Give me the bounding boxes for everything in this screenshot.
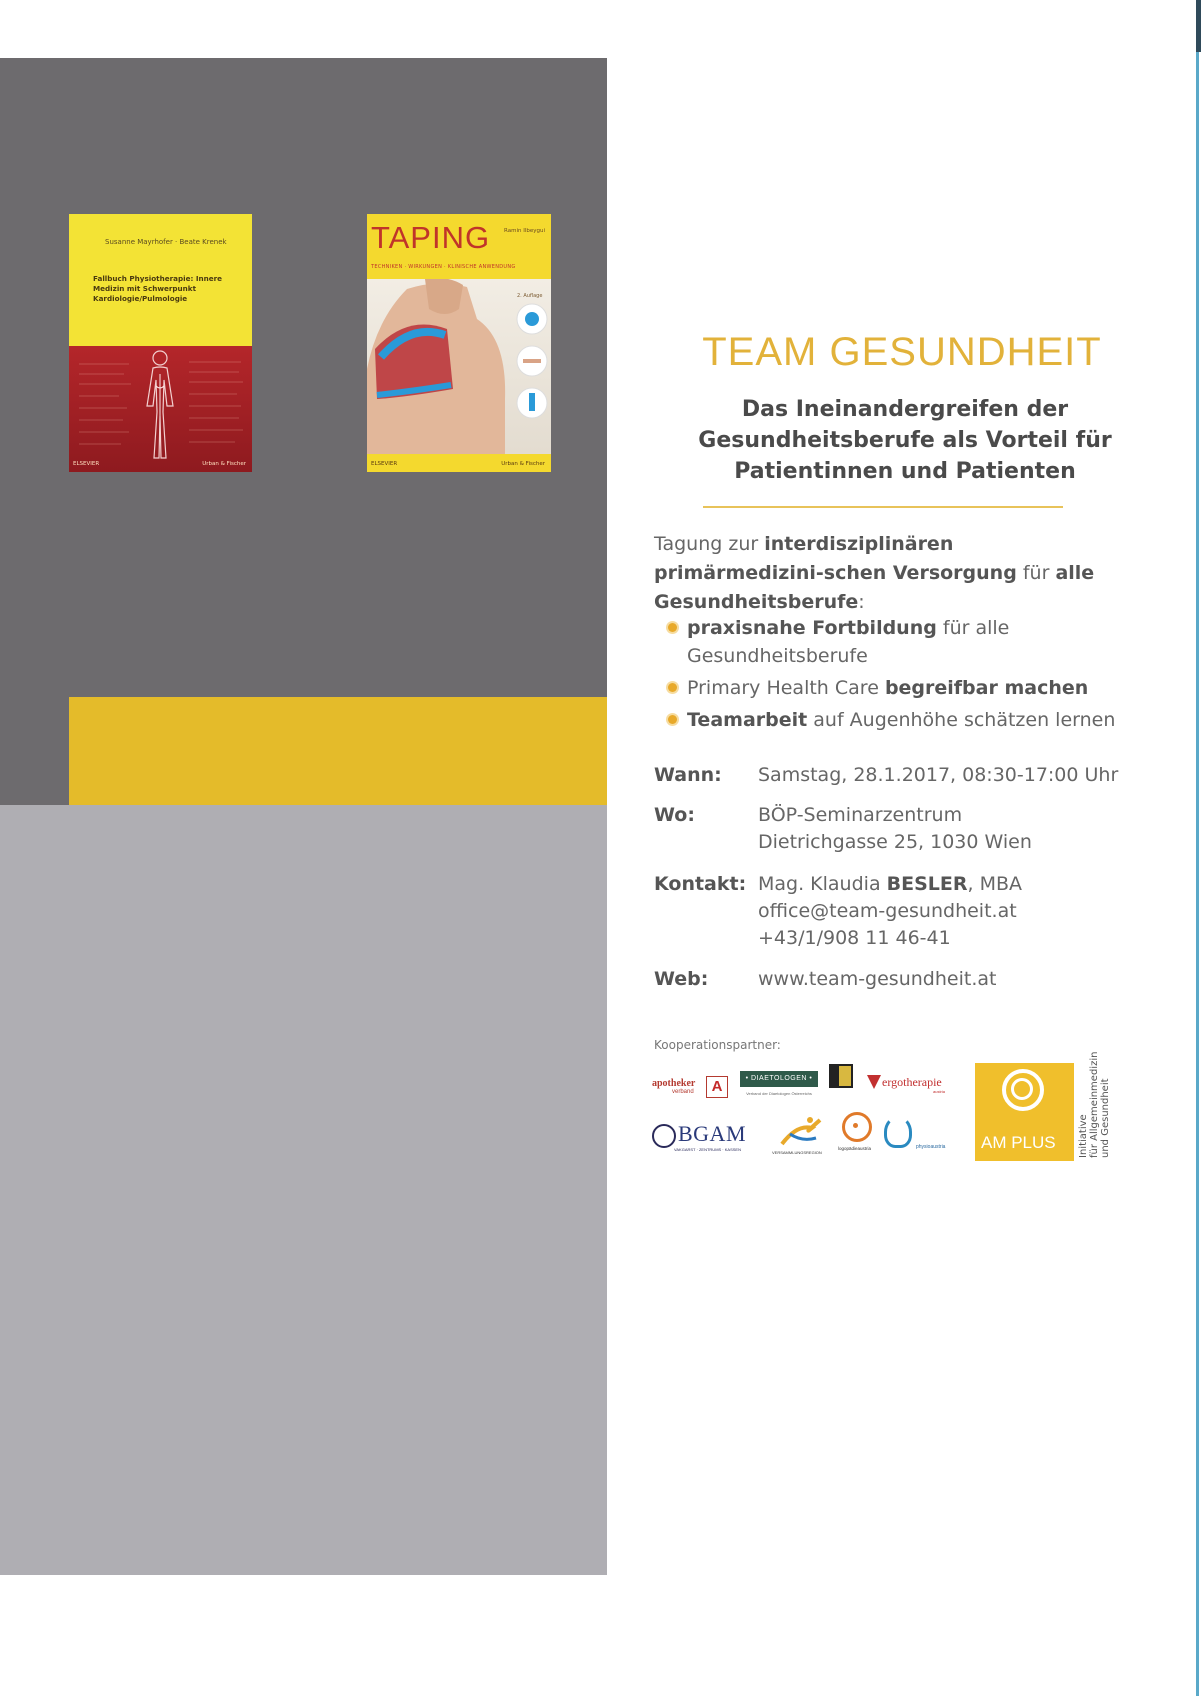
book-title: Fallbuch Physiotherapie: Innere Medizin mit Schwerpunkt Kardiologie/Pulmologie <box>93 274 223 303</box>
logopaedie-logo: logopädieaustria <box>838 1112 878 1154</box>
book-cover-taping <box>367 214 551 472</box>
website-link[interactable]: www.team-gesundheit.at <box>758 968 997 990</box>
edge-tick <box>1196 0 1201 52</box>
ad-title: TEAM GESUNDHEIT <box>702 330 1102 374</box>
list-item: Primary Health Care begreifbar machen <box>668 674 1138 702</box>
book-authors: Susanne Mayrhofer · Beate Krenek <box>105 238 227 246</box>
list-item: Teamarbeit auf Augenhöhe schätzen lernen <box>668 706 1138 734</box>
university-logo <box>829 1064 859 1102</box>
ad-subtitle: Das Ineinandergreifen der Gesundheitsberufe als Vorteil für Patientinnen und Patienten <box>698 397 1112 484</box>
benefit-list <box>668 614 1138 738</box>
edge-line <box>1196 0 1199 1696</box>
bullet-icon <box>668 623 677 632</box>
versammlungsregion-logo: VERSAMMLUNGSREGION <box>772 1114 832 1156</box>
divider <box>703 506 1063 508</box>
book-title: TAPING <box>371 220 491 255</box>
bgam-logo: BGAM VAKGARST · ZENTRUMS · KASSEN <box>652 1121 752 1151</box>
publisher-left: ELSEVIER <box>73 461 100 467</box>
book-artwork <box>69 346 252 472</box>
book-subtitle: TECHNIKEN · WIRKUNGEN · KLINISCHE ANWENDUNG <box>371 264 516 270</box>
ad-intro: Tagung zur interdisziplinären primärmedizini-schen Versorgung für alle Gesundheitsberufe: <box>654 533 1095 613</box>
amplus-logo: AM PLUS <box>975 1063 1074 1161</box>
cooperation-label: Kooperationspartner: <box>654 1038 781 1052</box>
publisher-right: Urban & Fischer <box>202 461 246 467</box>
light-panel <box>0 805 607 1575</box>
publisher-left: ELSEVIER <box>371 461 398 467</box>
bullet-icon <box>668 715 677 724</box>
contact-email[interactable]: office@team-gesundheit.at <box>758 900 1017 922</box>
contact-phone: +43/1/908 11 46-41 <box>758 927 951 949</box>
book-cover-fallbuch <box>69 214 252 472</box>
book-author: Ramin Ilbeygui <box>504 228 545 234</box>
amplus-tagline: Initiative für Allgemeinmedizin und Gesundheit <box>1078 1051 1111 1158</box>
book-edition: 2. Auflage <box>517 293 543 299</box>
list-item: praxisnahe Fortbildung für alle Gesundheitsberufe <box>668 614 1138 670</box>
ergotherapie-logo: ergotherapie austria <box>867 1073 947 1095</box>
publisher-right: Urban & Fischer <box>501 461 545 467</box>
yellow-band <box>69 697 607 805</box>
apothekerverband-logo: apotheker verband A <box>652 1076 732 1098</box>
diaetologen-logo: • DIAETOLOGEN • Verband der Diaetologen Österreichs <box>740 1071 818 1101</box>
book-artwork <box>367 279 551 454</box>
bullet-icon <box>668 683 677 692</box>
physioaustria-logo: physioaustria <box>882 1116 952 1152</box>
